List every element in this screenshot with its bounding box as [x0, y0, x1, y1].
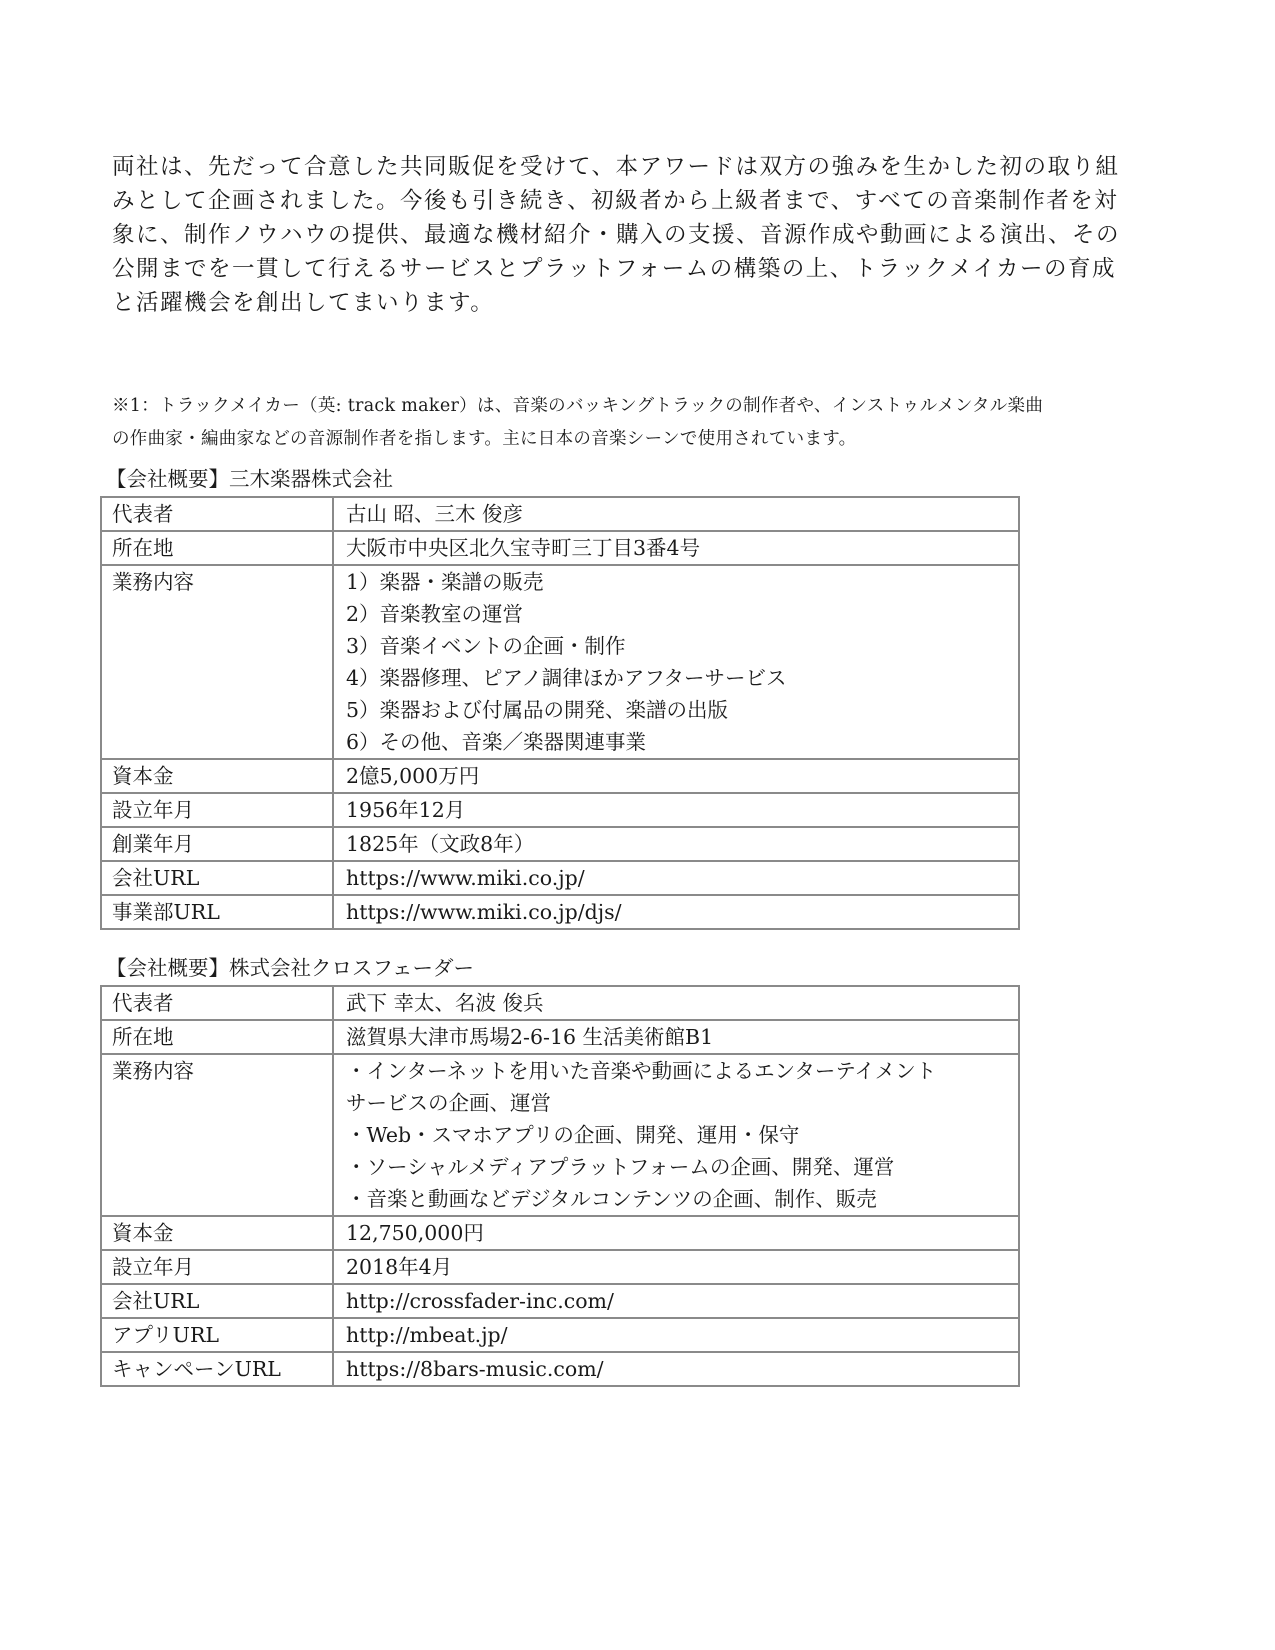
campaign-url-link[interactable]: https://8bars-music.com/: [333, 1352, 1019, 1386]
table-row: [101, 1250, 1019, 1284]
table-row: [101, 1318, 1019, 1352]
business-item: ・インターネットを用いた音楽や動画によるエンターテイメント: [346, 1059, 937, 1083]
company-url-link[interactable]: http://crossfader-inc.com/: [333, 1284, 1019, 1318]
row-label: アプリURL: [101, 1318, 333, 1352]
row-label: 業務内容: [101, 565, 333, 759]
row-label: 代表者: [101, 986, 333, 1020]
intro-paragraph: [112, 150, 1172, 320]
row-value: 1956年12月: [333, 793, 1019, 827]
intro-line: 象に、制作ノウハウの提供、最適な機材紹介・購入の支援、音源作成や動画による演出、その: [112, 222, 1121, 248]
intro-line: 公開までを一貫して行えるサービスとプラットフォームの構築の上、トラックメイカーの育成: [112, 256, 1116, 282]
company2-title: 【会社概要】株式会社クロスフェーダー: [106, 956, 474, 980]
row-label: 資本金: [101, 1216, 333, 1250]
company2-table: [100, 985, 1020, 1387]
row-label: 設立年月: [101, 793, 333, 827]
row-label: 創業年月: [101, 827, 333, 861]
table-row: [101, 861, 1019, 895]
footnote: [112, 390, 1172, 456]
row-value: 古山 昭、三木 俊彦: [333, 497, 1019, 531]
row-label: 会社URL: [101, 1284, 333, 1318]
table-row: [101, 1284, 1019, 1318]
table-row: [101, 1054, 1019, 1216]
row-label: 設立年月: [101, 1250, 333, 1284]
footnote-line: の作曲家・編曲家などの音源制作者を指します。主に日本の音楽シーンで使用されています。: [112, 429, 857, 449]
table-row: [101, 827, 1019, 861]
app-url-link[interactable]: http://mbeat.jp/: [333, 1318, 1019, 1352]
row-value: 大阪市中央区北久宝寺町三丁目3番4号: [333, 531, 1019, 565]
row-label: 代表者: [101, 497, 333, 531]
table-row: [101, 986, 1019, 1020]
business-item: 5）楽器および付属品の開発、楽譜の出版: [346, 698, 729, 722]
division-url-link[interactable]: https://www.miki.co.jp/djs/: [333, 895, 1019, 929]
row-label: 業務内容: [101, 1054, 333, 1216]
company1-title: 【会社概要】三木楽器株式会社: [106, 467, 393, 491]
business-item: 3）音楽イベントの企画・制作: [346, 634, 626, 658]
row-value: 武下 幸太、名波 俊兵: [333, 986, 1019, 1020]
row-label: 事業部URL: [101, 895, 333, 929]
table-row: [101, 565, 1019, 759]
business-item: 6）その他、音楽／楽器関連事業: [346, 730, 647, 754]
business-item: 1）楽器・楽譜の販売: [346, 570, 544, 594]
table-row: [101, 531, 1019, 565]
row-value: 2億5,000万円: [333, 759, 1019, 793]
table-row: [101, 793, 1019, 827]
row-label: 所在地: [101, 531, 333, 565]
intro-line: 両社は、先だって合意した共同販促を受けて、本アワードは双方の強みを生かした初の取り組: [112, 154, 1120, 180]
table-row: [101, 759, 1019, 793]
intro-line: と活躍機会を創出してまいります。: [112, 290, 495, 316]
row-label: 資本金: [101, 759, 333, 793]
business-item: 2）音楽教室の運営: [346, 602, 524, 626]
table-row: [101, 1020, 1019, 1054]
business-item: 4）楽器修理、ピアノ調律ほかアフターサービス: [346, 666, 787, 690]
business-item: サービスの企画、運営: [346, 1091, 551, 1115]
row-label: キャンペーンURL: [101, 1352, 333, 1386]
row-value: 2018年4月: [333, 1250, 1019, 1284]
row-value: 滋賀県大津市馬場2-6-16 生活美術館B1: [333, 1020, 1019, 1054]
business-item: ・音楽と動画などデジタルコンテンツの企画、制作、販売: [346, 1187, 877, 1211]
table-row: [101, 1352, 1019, 1386]
business-item: ・Web・スマホアプリの企画、開発、運用・保守: [346, 1123, 800, 1147]
footnote-line: ※1：トラックメイカー（英: track maker）は、音楽のバッキングトラックの制作者や、インストゥルメンタル楽曲: [112, 396, 1044, 416]
table-row: [101, 1216, 1019, 1250]
intro-line: みとして企画されました。今後も引き続き、初級者から上級者まで、すべての音楽制作者を対: [112, 188, 1119, 214]
row-label: 所在地: [101, 1020, 333, 1054]
table-row: [101, 895, 1019, 929]
business-item: ・ソーシャルメディアプラットフォームの企画、開発、運営: [346, 1155, 895, 1179]
business-list: [333, 1054, 1019, 1216]
row-value: 1825年（文政8年）: [333, 827, 1019, 861]
company-url-link[interactable]: https://www.miki.co.jp/: [333, 861, 1019, 895]
table-row: [101, 497, 1019, 531]
row-label: 会社URL: [101, 861, 333, 895]
company1-table: [100, 496, 1020, 930]
business-list: [333, 565, 1019, 759]
row-value: 12,750,000円: [333, 1216, 1019, 1250]
